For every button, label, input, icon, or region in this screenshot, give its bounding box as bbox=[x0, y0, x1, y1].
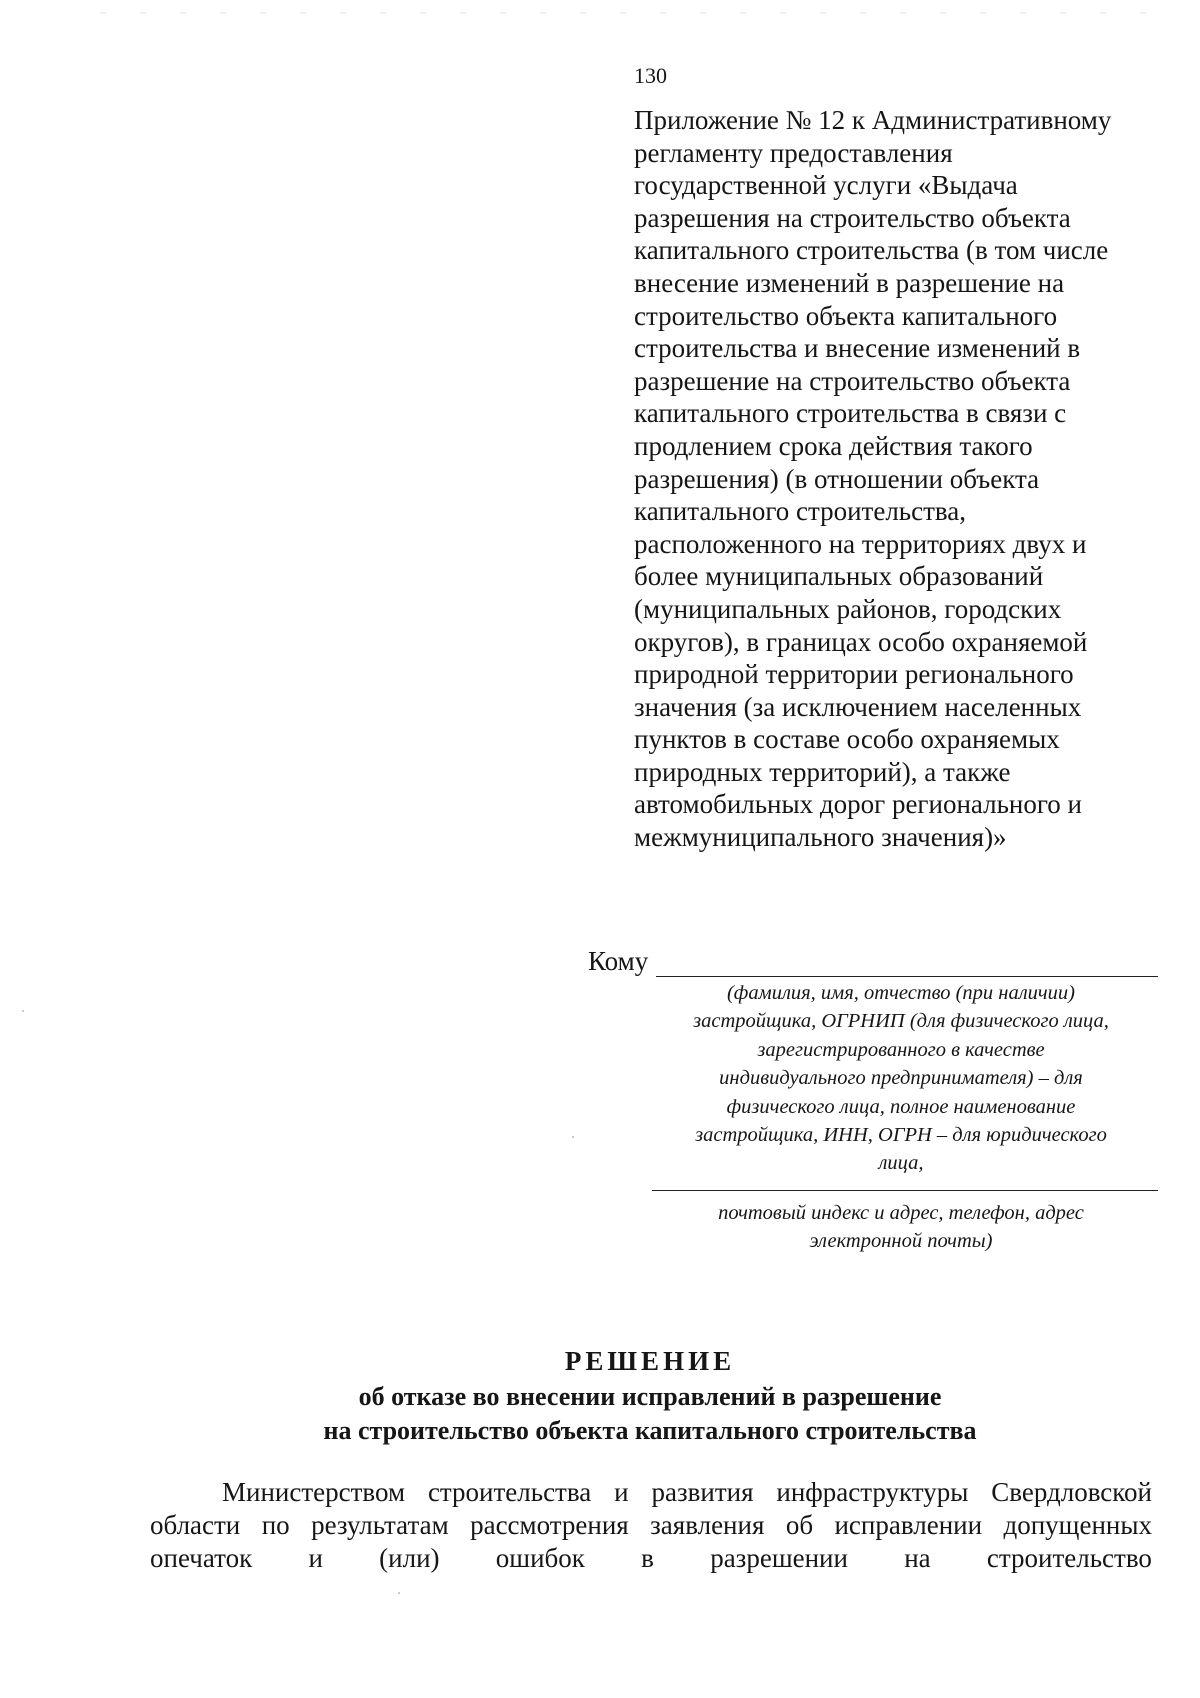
appendix-line: строительство объекта капитального bbox=[634, 300, 1058, 331]
appendix-line: регламенту предоставления bbox=[634, 137, 953, 168]
recipient-address-note-line: почтовый индекс и адрес, телефон, адрес bbox=[718, 1201, 1084, 1224]
body-word: (или) bbox=[379, 1543, 440, 1573]
recipient-note-line: лица, bbox=[878, 1152, 924, 1175]
appendix-line: разрешения на строительство объекта bbox=[634, 202, 1071, 233]
decision-subtitle bbox=[0, 1380, 1200, 1448]
appendix-line: межмуниципального значения)» bbox=[634, 822, 1007, 853]
scan-noise bbox=[100, 12, 1150, 14]
page-number: 130 bbox=[634, 63, 667, 88]
body-word: строительство bbox=[986, 1543, 1152, 1573]
scan-speck bbox=[22, 1010, 24, 1012]
appendix-line: значения (за исключением населенных bbox=[634, 691, 1082, 722]
body-word: допущенных bbox=[1003, 1510, 1152, 1540]
appendix-line: внесение изменений в разрешение на bbox=[634, 267, 1065, 298]
decision-subtitle-line: на строительство объекта капитального строительства bbox=[323, 1416, 977, 1445]
recipient-name-field bbox=[656, 950, 1158, 977]
appendix-line: капитального строительства, bbox=[634, 496, 967, 527]
body-word: и bbox=[614, 1477, 629, 1507]
decision-title: РЕШЕНИЕ bbox=[564, 1346, 736, 1376]
appendix-line: продлением срока действия такого bbox=[634, 430, 1033, 461]
recipient-address-note bbox=[644, 1199, 1158, 1256]
appendix-line: Приложение № 12 к Административному bbox=[634, 105, 1112, 135]
appendix-line: (муниципальных районов, городских bbox=[634, 593, 1062, 624]
body-word: строительства bbox=[427, 1477, 592, 1507]
recipient-note-line: зарегистрированного в качестве bbox=[757, 1038, 1045, 1061]
appendix-line: строительства и внесение изменений в bbox=[634, 333, 1081, 364]
appendix-line: капитального строительства в связи с bbox=[634, 398, 1067, 429]
appendix-line: расположенного на территориях двух и bbox=[634, 528, 1087, 559]
body-word: ошибок bbox=[495, 1543, 585, 1573]
body-word: на bbox=[904, 1543, 931, 1573]
scan-speck bbox=[398, 1592, 400, 1594]
body-word: разрешении bbox=[710, 1543, 848, 1573]
recipient-label: Кому bbox=[588, 946, 649, 976]
appendix-line: более муниципальных образований bbox=[634, 561, 1044, 592]
body-word: рассмотрения bbox=[470, 1510, 629, 1540]
body-word: об bbox=[785, 1510, 814, 1540]
appendix-line: природной территории регионального bbox=[634, 659, 1074, 690]
body-paragraph bbox=[150, 1476, 1152, 1575]
recipient-note-line: застройщика, ИНН, ОГРН – для юридического bbox=[695, 1124, 1107, 1147]
body-word: исправлении bbox=[834, 1510, 983, 1540]
appendix-line: автомобильных дорог регионального и bbox=[634, 789, 1082, 820]
recipient-address-field bbox=[652, 1190, 1158, 1191]
recipient-note bbox=[644, 979, 1158, 1178]
body-word: инфраструктуры bbox=[776, 1477, 969, 1507]
body-line-2 bbox=[150, 1509, 1152, 1542]
body-word: и bbox=[308, 1543, 323, 1573]
recipient-note-line: застройщика, ОГРНИП (для физического лица, bbox=[693, 1010, 1109, 1033]
recipient-note-line: (фамилия, имя, отчество (при наличии) bbox=[726, 982, 1076, 1004]
recipient-note-line: индивидуального предпринимателя) – для bbox=[719, 1067, 1083, 1090]
body-word: результатам bbox=[311, 1510, 449, 1540]
appendix-line: природных территорий), а также bbox=[634, 756, 1011, 787]
body-word: опечаток bbox=[150, 1543, 253, 1573]
decision-subtitle-line: об отказе во внесении исправлений в разрешение bbox=[358, 1382, 942, 1411]
body-word: Свердловской bbox=[991, 1477, 1152, 1507]
recipient-address-note-line: электронной почты) bbox=[809, 1230, 993, 1253]
appendix-line: капитального строительства (в том числе bbox=[634, 235, 1109, 266]
body-line-1 bbox=[150, 1476, 1152, 1509]
recipient-block bbox=[588, 945, 1158, 1256]
body-line-3 bbox=[150, 1542, 1152, 1575]
body-word: в bbox=[641, 1543, 654, 1573]
body-word: по bbox=[261, 1510, 290, 1540]
appendix-line: разрешения) (в отношении объекта bbox=[634, 463, 1040, 494]
body-word: Министерством bbox=[222, 1477, 406, 1507]
appendix-line: государственной услуги «Выдача bbox=[634, 170, 1018, 201]
appendix-line: пунктов в составе особо охраняемых bbox=[634, 724, 1060, 755]
body-word: развития bbox=[651, 1477, 754, 1507]
body-word: области bbox=[150, 1510, 241, 1540]
appendix-line: округов), в границах особо охраняемой bbox=[634, 626, 1088, 657]
recipient-note-line: физического лица, полное наименование bbox=[726, 1095, 1076, 1118]
body-word: заявления bbox=[650, 1510, 765, 1540]
appendix-header bbox=[634, 104, 1174, 854]
appendix-line: разрешение на строительство объекта bbox=[634, 365, 1071, 396]
scan-speck bbox=[572, 1136, 574, 1138]
